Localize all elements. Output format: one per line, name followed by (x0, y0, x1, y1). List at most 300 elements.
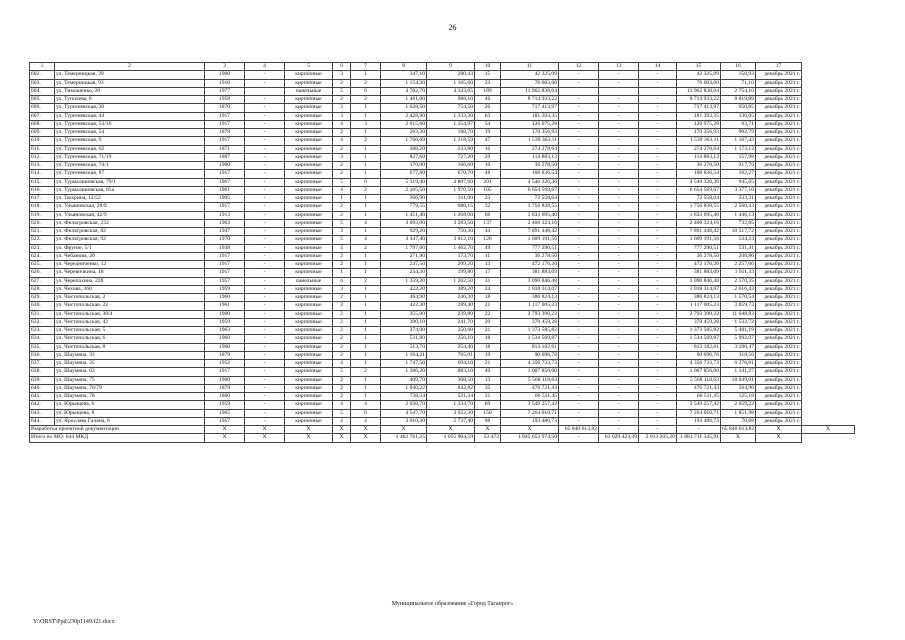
table-row (30, 153, 855, 161)
table-cell: 5 (333, 368, 351, 376)
table-cell: - (599, 236, 639, 244)
table-cell: - (639, 195, 677, 203)
table-cell: 181 393,35 (501, 112, 559, 120)
table-cell: 1961 (205, 302, 245, 310)
table-cell: 1 534 569,87 (677, 335, 721, 343)
table-cell: 2 406 324,16 (677, 219, 721, 227)
table-cell: - (599, 145, 639, 153)
table-cell: 1 (351, 318, 381, 326)
table-cell: кирпичные (285, 178, 333, 186)
header-cell: 9 (427, 63, 475, 71)
table-cell: 883,10 (427, 368, 475, 376)
table-cell: 381 883,09 (677, 269, 721, 277)
table-cell: 640. (30, 384, 55, 392)
table-cell: ул. Фильтровская, 232 (55, 219, 205, 227)
table-cell: декабрь 2021 г. (756, 145, 802, 153)
table-cell: 625. (30, 261, 55, 269)
table-cell: 289,40 (427, 302, 475, 310)
table-cell: 1917 (205, 203, 245, 211)
table-cell: 72 558,04 (501, 195, 559, 203)
table-cell: 1960 (205, 343, 245, 351)
table-cell: ул. Чистопольская, 8 (55, 343, 205, 351)
design-docs-label: Разработка проектной документации (30, 426, 205, 434)
table-cell: 4 093,00 (381, 219, 427, 227)
table-cell: 754,50 (427, 104, 475, 112)
table-cell: декабрь 2021 г. (756, 401, 802, 409)
table-cell: 170 356,93 (501, 129, 559, 137)
table-cell: - (559, 112, 599, 120)
table-cell: 1879 (205, 384, 245, 392)
table-cell: 1 007 856,00 (501, 368, 559, 376)
table-cell: - (599, 137, 639, 145)
table-cell: 13 (475, 261, 501, 269)
table-cell: 21 (475, 302, 501, 310)
table-cell: 44 (475, 228, 501, 236)
table-cell: 2 616,43 (721, 285, 756, 293)
table-cell: 54 (475, 120, 501, 128)
table-row (30, 195, 855, 203)
table-cell: 193 486,73 (677, 417, 721, 425)
table-cell: 641. (30, 393, 55, 401)
table-cell: кирпичные (285, 186, 333, 194)
table-cell: 2 (333, 335, 351, 343)
table-cell: 3 196,47 (721, 343, 756, 351)
table-cell: 2 (333, 203, 351, 211)
table-cell: 1 141,27 (721, 368, 756, 376)
table-cell: кирпичные (285, 409, 333, 417)
table-cell: 35 (475, 384, 501, 392)
table-row (30, 285, 855, 293)
table-cell: 263,30 (381, 129, 427, 137)
table-cell: 531,34 (427, 393, 475, 401)
table-cell: - (599, 401, 639, 409)
table-cell: 4 807,60 (427, 178, 475, 186)
table-cell: 686,15 (427, 203, 475, 211)
table-cell: декабрь 2021 г. (756, 327, 802, 335)
table-cell: X (285, 434, 333, 442)
table-cell: - (677, 426, 721, 434)
table-cell: - (245, 120, 285, 128)
table-row (30, 417, 855, 425)
table-cell: декабрь 2021 г. (756, 79, 802, 87)
table-cell: 209,20 (427, 261, 475, 269)
table-cell: 126 975,28 (501, 120, 559, 128)
table-cell: 8 714 933,22 (501, 96, 559, 104)
table-cell: декабрь 2021 г. (756, 252, 802, 260)
table-cell: - (559, 269, 599, 277)
table-cell: 1871 (205, 145, 245, 153)
table-cell: 777 290,51 (677, 244, 721, 252)
header-cell: 8 (381, 63, 427, 71)
table-cell: декабрь 2021 г. (756, 112, 802, 120)
table-cell: декабрь 2021 г. (756, 203, 802, 211)
table-cell: - (599, 393, 639, 401)
table-cell: - (599, 376, 639, 384)
header-cell: 13 (599, 63, 639, 71)
header-cell: 4 (245, 63, 285, 71)
table-cell: - (245, 261, 285, 269)
table-cell: 3 (333, 71, 351, 79)
table-cell: 629. (30, 294, 55, 302)
table-cell: ул. Черепахина, 228 (55, 277, 205, 285)
table-row (30, 211, 855, 219)
table-cell: ул. Ульяновская, 28/9 (55, 203, 205, 211)
table-cell: 636. (30, 351, 55, 359)
table-cell: 472 176,26 (501, 261, 559, 269)
table-cell: 386 824,13 (677, 294, 721, 302)
table-cell: 1 (351, 351, 381, 359)
table-cell: - (639, 261, 677, 269)
table-cell: 1 (351, 252, 381, 260)
table-cell: кирпичные (285, 368, 333, 376)
table-cell: 1913 (205, 211, 245, 219)
table-cell: 2 (351, 368, 381, 376)
table-cell: 374,00 (381, 327, 427, 335)
table-cell: 1 373 585,82 (501, 327, 559, 335)
table-cell: 1 (351, 129, 381, 137)
municipality-caption: Муниципальное образование «Город Таганрог» (391, 601, 514, 607)
total-label: Итого по МО: 644 МКД (30, 434, 205, 442)
table-cell: 274 278,64 (677, 145, 721, 153)
table-cell: 603. (30, 79, 55, 87)
table-cell: ул. Тургеневская, 54 (55, 129, 205, 137)
table-cell: - (599, 269, 639, 277)
table-cell: 1 747,50 (381, 360, 427, 368)
table-cell: - (639, 170, 677, 178)
table-cell: 606. (30, 104, 55, 112)
table-cell: 1905 (205, 195, 245, 203)
table-cell: - (599, 178, 639, 186)
table-cell: 813 182,61 (677, 343, 721, 351)
table-cell: 17 (475, 269, 501, 277)
table-cell: - (559, 228, 599, 236)
table-cell: 1 (351, 302, 381, 310)
table-cell: ул. Тургеневская, 44 (55, 112, 205, 120)
table-cell: 7 891 448,42 (501, 228, 559, 236)
table-cell: - (639, 145, 677, 153)
table-cell: декабрь 2021 г. (756, 120, 802, 128)
header-cell: 6 (333, 63, 351, 71)
table-cell: 6 (351, 409, 381, 417)
table-cell: кирпичные (285, 343, 333, 351)
table-cell: 250,60 (427, 327, 475, 335)
table-cell: 31 (475, 277, 501, 285)
table-cell: 48 (475, 170, 501, 178)
table-cell: 2 (351, 277, 381, 285)
table-cell: 1 462,70 (427, 244, 475, 252)
table-cell: - (245, 384, 285, 392)
table-cell: 271,90 (381, 252, 427, 260)
table-cell: 628. (30, 285, 55, 293)
table-cell: - (599, 335, 639, 343)
table-cell: 1 970,50 (427, 186, 475, 194)
table-cell: - (559, 401, 599, 409)
table-cell: 1960 (205, 294, 245, 302)
table-cell: 19 (475, 129, 501, 137)
table-cell: 16 (475, 145, 501, 153)
table-cell: 23 (475, 195, 501, 203)
table-cell: 208,86 (721, 252, 756, 260)
table-cell: - (639, 401, 677, 409)
table-cell: 366,90 (381, 195, 427, 203)
table-cell: 173,70 (427, 252, 475, 260)
table-cell: - (639, 310, 677, 318)
table-cell: ул. Тургеневская, 30 (55, 104, 205, 112)
table-row (30, 401, 855, 409)
table-cell: 3 (333, 285, 351, 293)
table-cell: 2 428,90 (381, 112, 427, 120)
table-cell: 5 319,40 (381, 178, 427, 186)
table-cell: 4 347,40 (381, 236, 427, 244)
table-cell: 65 840 613,82 (559, 426, 599, 434)
table-cell: панельные (285, 87, 333, 95)
table-cell: 2 (333, 261, 351, 269)
table-cell: декабрь 2021 г. (756, 351, 802, 359)
table-cell: ул. Чередниченко, 12 (55, 261, 205, 269)
table-cell: 24 (475, 285, 501, 293)
table-cell: 1 (351, 203, 381, 211)
table-cell: ул. Фильтровская, 82 (55, 228, 205, 236)
table-cell: 31 (475, 393, 501, 401)
table-cell: 15 (475, 71, 501, 79)
table-cell: 1879 (205, 351, 245, 359)
table-cell: 8 714 933,22 (677, 96, 721, 104)
table-cell: 534,24 (721, 236, 756, 244)
table-cell: - (559, 261, 599, 269)
table-cell: 738,34 (381, 393, 427, 401)
table-cell: 29 (475, 153, 501, 161)
table-cell: декабрь 2021 г. (756, 236, 802, 244)
header-cell: 3 (205, 63, 245, 71)
table-cell: 188,70 (427, 129, 475, 137)
table-cell: 23 (475, 79, 501, 87)
table-cell: 2 038,70 (381, 401, 427, 409)
table-cell: 3 283,50 (427, 219, 475, 227)
table-cell: ул. Шаумяна, 33 (55, 351, 205, 359)
table-cell: 1 167,43 (721, 137, 756, 145)
table-row (30, 376, 855, 384)
table-cell: 1 (351, 376, 381, 384)
table-cell: ул. Юрьицева, 6 (55, 401, 205, 409)
table-cell: - (245, 112, 285, 120)
table-cell: - (599, 360, 639, 368)
table-cell: X (721, 434, 756, 442)
table-cell: кирпичные (285, 211, 333, 219)
table-cell: - (639, 393, 677, 401)
table-row (30, 409, 855, 417)
table-cell: - (599, 129, 639, 137)
table-cell: 6 654 569,67 (677, 186, 721, 194)
table-cell: 2 (351, 244, 381, 252)
table-cell: 604. (30, 87, 55, 95)
table-cell: 613. (30, 162, 55, 170)
table-cell: - (245, 269, 285, 277)
table-cell: - (559, 153, 599, 161)
table-cell: 3 (333, 302, 351, 310)
table-cell: 347,10 (381, 71, 427, 79)
table-cell: 1959 (205, 401, 245, 409)
header-cell: 16 (721, 63, 756, 71)
table-cell: декабрь 2021 г. (756, 186, 802, 194)
table-row (30, 244, 855, 252)
table-cell: декабрь 2021 г. (756, 195, 802, 203)
table-cell: кирпичные (285, 71, 333, 79)
table-cell: - (639, 294, 677, 302)
table-cell: 76 603,60 (677, 79, 721, 87)
table-cell: 619. (30, 211, 55, 219)
table-cell: - (599, 368, 639, 376)
table-cell: - (559, 393, 599, 401)
table-cell: кирпичные (285, 376, 333, 384)
table-cell: - (639, 178, 677, 186)
table-cell: 631. (30, 310, 55, 318)
table-cell: ул. Чехова, 360 (55, 285, 205, 293)
table-cell: декабрь 2021 г. (756, 318, 802, 326)
table-cell: декабрь 2021 г. (756, 269, 802, 277)
table-cell: X (245, 426, 285, 434)
table-cell: кирпичные (285, 153, 333, 161)
table-cell: - (559, 384, 599, 392)
table-cell: 217,76 (721, 162, 756, 170)
table-cell: 162,27 (721, 170, 756, 178)
total-row (30, 434, 855, 442)
table-cell: - (559, 417, 599, 425)
table-row (30, 79, 855, 87)
table-cell: 13 (475, 376, 501, 384)
table-cell: - (599, 261, 639, 269)
table-cell: 176,00 (381, 162, 427, 170)
table-cell: кирпичные (285, 96, 333, 104)
table-cell: кирпичные (285, 318, 333, 326)
table-cell: - (639, 71, 677, 79)
table-cell: 3 090 846,48 (677, 277, 721, 285)
table-cell: - (599, 302, 639, 310)
table-row (30, 261, 855, 269)
table-cell: ул. Чистопольская, 2 (55, 294, 205, 302)
table-cell: 241,70 (427, 318, 475, 326)
table-cell: 4 547,70 (381, 409, 427, 417)
table-cell: 4 (333, 120, 351, 128)
table-cell: 643. (30, 409, 55, 417)
table-cell: 65 840 613,82 (722, 426, 755, 432)
table-cell: - (639, 360, 677, 368)
table-cell: 8 819,89 (721, 96, 756, 104)
table-cell: - (559, 96, 599, 104)
table-cell: - (639, 228, 677, 236)
table-cell: 1917 (205, 252, 245, 260)
table-cell: 20 (475, 318, 501, 326)
table-cell: 2 (333, 343, 351, 351)
table-cell: - (599, 186, 639, 194)
table-cell: 1 881 711 345,91 (677, 434, 721, 442)
table-cell: 90 696,78 (501, 351, 559, 359)
file-path: Y:\ORST\Ppd\230p1149.f21.docx (33, 619, 115, 625)
table-cell: 1 386,20 (381, 368, 427, 376)
table-cell: 1 007 856,00 (677, 368, 721, 376)
table-cell: 476 721,43 (677, 384, 721, 392)
table-cell: 1860 (205, 393, 245, 401)
housing-register-table (29, 62, 855, 443)
table-cell: декабрь 2021 г. (756, 302, 802, 310)
table-cell: 76 603,60 (501, 79, 559, 87)
table-cell: 5 481,19 (721, 327, 756, 335)
table-cell: X (205, 426, 245, 434)
table-cell: - (245, 376, 285, 384)
table-cell: - (245, 409, 285, 417)
table-cell: 118,56 (721, 351, 756, 359)
table-cell: 1 028,50 (381, 104, 427, 112)
table-cell: - (599, 162, 639, 170)
table-row (30, 178, 855, 186)
table-cell: - (559, 368, 599, 376)
table-cell: 1 756 838,55 (501, 203, 559, 211)
table-cell: - (559, 71, 599, 79)
table-cell: ул. Тюхрина, 12/52 (55, 195, 205, 203)
table-cell: - (599, 203, 639, 211)
table-cell: 2 659,22 (721, 401, 756, 409)
table-cell: - (559, 343, 599, 351)
table-cell: - (639, 277, 677, 285)
table-cell: 234,30 (381, 269, 427, 277)
table-cell: - (245, 236, 285, 244)
table-cell: 5 (333, 87, 351, 95)
table-cell: 602. (30, 71, 55, 79)
table-cell: - (245, 145, 285, 153)
table-cell: - (559, 434, 599, 442)
table-cell: - (559, 120, 599, 128)
table-cell: кирпичные (285, 335, 333, 343)
table-cell: 2 (333, 252, 351, 260)
table-cell: 610. (30, 137, 55, 145)
table-cell: 3 (333, 228, 351, 236)
table-cell: - (639, 351, 677, 359)
table-cell: - (559, 195, 599, 203)
table-cell: 233,31 (721, 195, 756, 203)
table-cell: 1900 (205, 162, 245, 170)
table-cell: 1960 (205, 310, 245, 318)
table-cell: X (475, 426, 501, 434)
table-cell: 1 (351, 327, 381, 335)
table-cell: 614. (30, 170, 55, 178)
table-cell: 4 356 733,73 (501, 360, 559, 368)
table-cell: - (639, 343, 677, 351)
table-row (30, 170, 855, 178)
table-cell: 1 202,50 (427, 277, 475, 285)
table-cell: X (333, 434, 351, 442)
table-cell: декабрь 2021 г. (756, 360, 802, 368)
table-cell: ул. Турмалиновская, 85а (55, 186, 205, 194)
table-cell: 1 333,30 (427, 112, 475, 120)
table-cell: 615. (30, 178, 55, 186)
table-cell: 3 859,73 (721, 302, 756, 310)
table-cell: 69 (475, 401, 501, 409)
table-cell: - (245, 343, 285, 351)
table-cell (599, 87, 639, 95)
header-cell: 14 (639, 63, 677, 71)
table-row (30, 87, 855, 95)
table-cell: X (351, 434, 381, 442)
table-cell: 677,80 (381, 170, 427, 178)
table-cell: 1 (351, 335, 381, 343)
table-row (30, 393, 855, 401)
table-cell: - (639, 120, 677, 128)
table-cell: 3 012,10 (427, 236, 475, 244)
table-cell: панельные (285, 277, 333, 285)
table-cell: 189 (475, 87, 501, 95)
table-cell: 36 278,50 (677, 252, 721, 260)
table-cell: 311,00 (427, 195, 475, 203)
table-row (30, 112, 855, 120)
